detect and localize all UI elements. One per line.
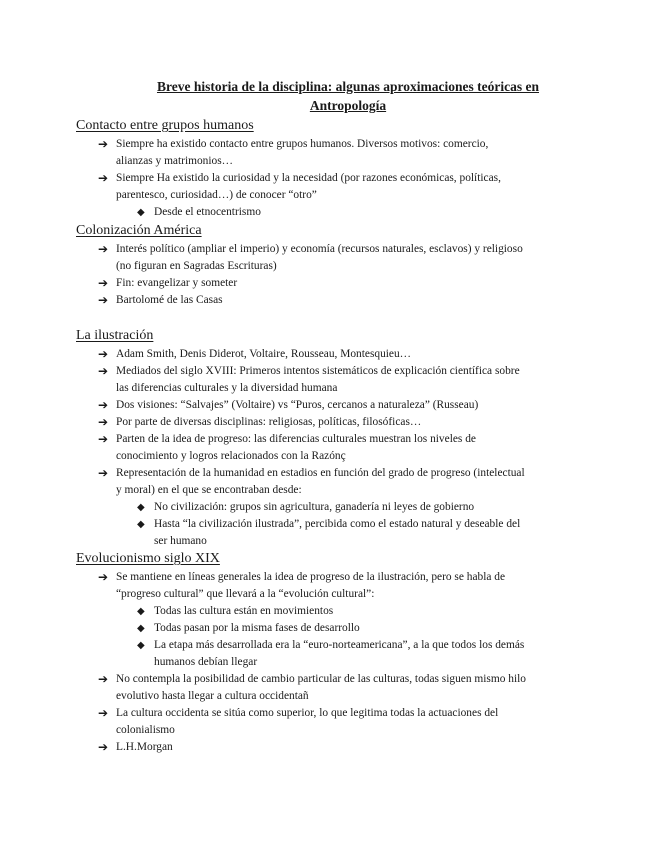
list-item-line: evolutivo hasta llegar a cultura occidentañ — [116, 690, 309, 702]
diamond-bullet-icon: ◆ — [137, 207, 145, 218]
sub-item-line: ser humano — [154, 535, 207, 547]
list-item-line: No contempla la posibilidad de cambio particular de las culturas, todas siguen mismo hilo — [116, 673, 526, 685]
list-item-line: Bartolomé de las Casas — [116, 294, 223, 306]
section-heading-contacto: Contacto entre grupos humanos — [76, 118, 254, 133]
sub-item-line: No civilización: grupos sin agricultura, ganadería ni leyes de gobierno — [154, 501, 475, 513]
list-item-line: parentesco, curiosidad…) de conocer “otro” — [116, 189, 317, 201]
arrow-bullet-icon: ➔ — [98, 740, 109, 754]
list-item-line: Dos visiones: “Salvajes” (Voltaire) vs “Puros, cercanos a naturaleza” (Russeau) — [116, 399, 479, 411]
arrow-bullet-icon: ➔ — [98, 137, 109, 151]
list-item-line: L.H.Morgan — [116, 741, 173, 753]
list-item-line: La cultura occidenta se sitúa como superior, lo que legitima todas la actuaciones del — [116, 707, 499, 719]
list-item-line: Se mantiene en líneas generales la idea de progreso de la ilustración, pero se habla de — [116, 571, 506, 583]
sub-item-line: humanos debían llegar — [154, 656, 258, 668]
list-item-line: Mediados del siglo XVIII: Primeros intentos sistemáticos de explicación científica sobre — [116, 365, 520, 377]
diamond-bullet-icon: ◆ — [137, 519, 145, 530]
sub-item-line: Todas las cultura están en movimientos — [154, 605, 334, 617]
arrow-bullet-icon: ➔ — [98, 672, 109, 686]
list-item-line: Adam Smith, Denis Diderot, Voltaire, Rousseau, Montesquieu… — [116, 348, 412, 360]
document-title-line-1: Breve historia de la disciplina: algunas aproximaciones teóricas en — [156, 79, 539, 94]
arrow-bullet-icon: ➔ — [98, 242, 109, 256]
arrow-bullet-icon: ➔ — [98, 364, 109, 378]
list-item-line: Parten de la idea de progreso: las diferencias culturales muestran los niveles de — [116, 433, 476, 445]
arrow-bullet-icon: ➔ — [98, 347, 109, 361]
list-item-line: (no figuran en Sagradas Escrituras) — [116, 260, 277, 272]
document-title-line-2: Antropología — [309, 98, 387, 113]
list-item-line: Fin: evangelizar y someter — [116, 277, 238, 289]
arrow-bullet-icon: ➔ — [98, 432, 109, 446]
list-item-line: alianzas y matrimonios… — [116, 155, 234, 167]
diamond-bullet-icon: ◆ — [137, 606, 145, 617]
list-item-line: Representación de la humanidad en estadios en función del grado de progreso (intelectual — [116, 467, 525, 479]
list-item-line: Interés político (ampliar el imperio) y economía (recursos naturales, esclavos) y religioso — [116, 243, 523, 255]
section-heading-colonizacion: Colonización América — [76, 223, 202, 238]
list-item-line: colonialismo — [116, 724, 175, 736]
list-item-line: Siempre Ha existido la curiosidad y la necesidad (por razones económicas, políticas, — [116, 172, 501, 184]
list-item-line: y moral) en el que se encontraban desde: — [116, 484, 302, 496]
list-item-line: “progreso cultural” que llevará a la “evolución cultural”: — [116, 588, 375, 600]
list-item-line: Por parte de diversas disciplinas: religiosas, políticas, filosóficas… — [116, 416, 422, 428]
arrow-bullet-icon: ➔ — [98, 706, 109, 720]
list-item-line: las diferencias culturales y la diversidad humana — [116, 382, 338, 394]
diamond-bullet-icon: ◆ — [137, 640, 145, 651]
diamond-bullet-icon: ◆ — [137, 623, 145, 634]
section-heading-ilustracion: La ilustración — [76, 328, 154, 343]
arrow-bullet-icon: ➔ — [98, 398, 109, 412]
arrow-bullet-icon: ➔ — [98, 570, 109, 584]
section-heading-evolucionismo: Evolucionismo siglo XIX — [76, 551, 220, 566]
arrow-bullet-icon: ➔ — [98, 466, 109, 480]
diamond-bullet-icon: ◆ — [137, 502, 145, 513]
arrow-bullet-icon: ➔ — [98, 276, 109, 290]
sub-item-line: Desde el etnocentrismo — [154, 206, 261, 218]
list-item-line: conocimiento y logros relacionados con la Razónç — [116, 450, 346, 462]
sub-item-line: La etapa más desarrollada era la “euro-norteamericana”, a la que todos los demás — [154, 639, 525, 651]
list-item-line: Siempre ha existido contacto entre grupos humanos. Diversos motivos: comercio, — [116, 138, 489, 150]
arrow-bullet-icon: ➔ — [98, 171, 109, 185]
arrow-bullet-icon: ➔ — [98, 293, 109, 307]
arrow-bullet-icon: ➔ — [98, 415, 109, 429]
sub-item-line: Todas pasan por la misma fases de desarrollo — [154, 622, 360, 634]
sub-item-line: Hasta “la civilización ilustrada”, percibida como el estado natural y deseable del — [154, 518, 521, 530]
